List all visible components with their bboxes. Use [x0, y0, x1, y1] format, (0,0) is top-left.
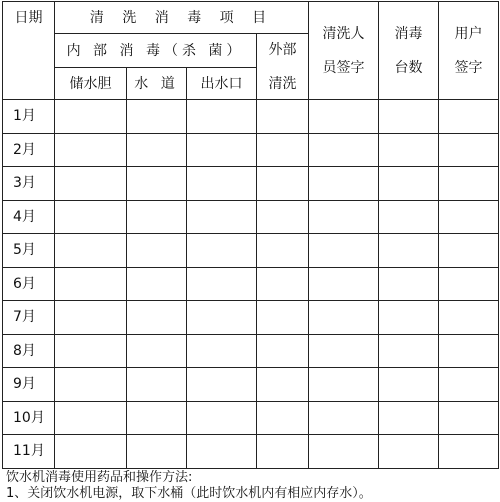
- water-tank-cell[interactable]: [55, 368, 127, 402]
- table-row: [3, 234, 499, 268]
- month-label: 8月: [3, 334, 55, 368]
- cleaner-signature-cell[interactable]: [309, 401, 379, 435]
- water-outlet-header: 出水口: [187, 68, 257, 100]
- external-cleaning-cell[interactable]: [257, 267, 309, 301]
- table-row: [3, 334, 499, 368]
- user-signature-cell[interactable]: [439, 167, 499, 201]
- water-outlet-cell[interactable]: [187, 435, 257, 469]
- cleaner-signature-cell[interactable]: [309, 100, 379, 134]
- table-row: [3, 267, 499, 301]
- disinfected-units-cell[interactable]: [379, 368, 439, 402]
- disinfected-units-cell[interactable]: [379, 167, 439, 201]
- user-signature-cell[interactable]: [439, 435, 499, 469]
- water-channel-cell[interactable]: [127, 435, 187, 469]
- table-row: [3, 100, 499, 134]
- cleaner-signature-cell[interactable]: [309, 167, 379, 201]
- external-cleaning-header: [257, 34, 309, 100]
- water-tank-cell[interactable]: [55, 167, 127, 201]
- water-tank-cell[interactable]: [55, 401, 127, 435]
- water-channel-cell[interactable]: [127, 167, 187, 201]
- water-tank-cell[interactable]: [55, 234, 127, 268]
- month-label: 7月: [3, 301, 55, 335]
- water-tank-cell[interactable]: [55, 301, 127, 335]
- water-outlet-cell[interactable]: [187, 368, 257, 402]
- table-row: [3, 133, 499, 167]
- water-tank-cell[interactable]: [55, 100, 127, 134]
- water-outlet-cell[interactable]: [187, 100, 257, 134]
- external-cleaning-cell[interactable]: [257, 334, 309, 368]
- external-cleaning-cell[interactable]: [257, 100, 309, 134]
- disinfected-units-cell[interactable]: [379, 301, 439, 335]
- water-channel-cell[interactable]: [127, 334, 187, 368]
- user-signature-cell[interactable]: [439, 133, 499, 167]
- table-row: [3, 368, 499, 402]
- disinfected-units-cell[interactable]: [379, 267, 439, 301]
- water-outlet-cell[interactable]: [187, 301, 257, 335]
- cleaner-signature-cell[interactable]: [309, 267, 379, 301]
- user-signature-cell[interactable]: [439, 234, 499, 268]
- cleaner-signature-cell[interactable]: [309, 435, 379, 469]
- water-channel-cell[interactable]: [127, 401, 187, 435]
- disinfected-units-header: [379, 2, 439, 100]
- external-cleaning-line2: 清洗: [268, 75, 297, 92]
- user-signature-cell[interactable]: [439, 368, 499, 402]
- water-channel-cell[interactable]: [127, 301, 187, 335]
- water-channel-cell[interactable]: [127, 200, 187, 234]
- cleaner-signature-header: [309, 2, 379, 100]
- water-outlet-cell[interactable]: [187, 401, 257, 435]
- water-tank-cell[interactable]: [55, 200, 127, 234]
- disinfected-units-line2: 台数: [394, 59, 423, 76]
- water-tank-cell[interactable]: [55, 435, 127, 469]
- cleaner-signature-cell[interactable]: [309, 301, 379, 335]
- external-cleaning-cell[interactable]: [257, 368, 309, 402]
- water-outlet-cell[interactable]: [187, 267, 257, 301]
- cleaner-signature-line2: 员签字: [322, 59, 365, 76]
- disinfected-units-cell[interactable]: [379, 334, 439, 368]
- external-cleaning-cell[interactable]: [257, 435, 309, 469]
- cleaning-items-header: 清 洗 消 毒 项 目: [55, 2, 309, 34]
- cleaner-signature-cell[interactable]: [309, 200, 379, 234]
- month-label: 10月: [3, 401, 55, 435]
- month-label: 1月: [3, 100, 55, 134]
- external-cleaning-cell[interactable]: [257, 200, 309, 234]
- disinfected-units-cell[interactable]: [379, 234, 439, 268]
- user-signature-header: [439, 2, 499, 100]
- user-signature-cell[interactable]: [439, 301, 499, 335]
- water-channel-cell[interactable]: [127, 234, 187, 268]
- disinfected-units-cell[interactable]: [379, 100, 439, 134]
- table-row: [3, 167, 499, 201]
- date-header: 日期: [3, 2, 55, 100]
- user-signature-line1: 用户: [454, 25, 483, 42]
- user-signature-cell[interactable]: [439, 200, 499, 234]
- external-cleaning-cell[interactable]: [257, 167, 309, 201]
- water-channel-cell[interactable]: [127, 133, 187, 167]
- disinfection-instructions: [6, 470, 496, 502]
- month-label: 2月: [3, 133, 55, 167]
- cleaner-signature-cell[interactable]: [309, 368, 379, 402]
- water-tank-cell[interactable]: [55, 267, 127, 301]
- month-label: 11月: [3, 435, 55, 469]
- water-tank-cell[interactable]: [55, 334, 127, 368]
- water-channel-cell[interactable]: [127, 368, 187, 402]
- external-cleaning-cell[interactable]: [257, 133, 309, 167]
- table-row: [3, 200, 499, 234]
- user-signature-line2: 签字: [454, 59, 483, 76]
- water-outlet-cell[interactable]: [187, 167, 257, 201]
- external-cleaning-line1: 外部: [268, 41, 297, 58]
- cleaner-signature-cell[interactable]: [309, 334, 379, 368]
- user-signature-cell[interactable]: [439, 401, 499, 435]
- external-cleaning-cell[interactable]: [257, 301, 309, 335]
- water-outlet-cell[interactable]: [187, 234, 257, 268]
- table-row: [3, 301, 499, 335]
- external-cleaning-cell[interactable]: [257, 401, 309, 435]
- water-outlet-cell[interactable]: [187, 334, 257, 368]
- disinfected-units-cell[interactable]: [379, 200, 439, 234]
- disinfected-units-cell[interactable]: [379, 133, 439, 167]
- table-row: [3, 435, 499, 469]
- month-label: 3月: [3, 167, 55, 201]
- table-row: [3, 401, 499, 435]
- cleaner-signature-cell[interactable]: [309, 234, 379, 268]
- water-tank-cell[interactable]: [55, 133, 127, 167]
- cleaner-signature-line1: 清洗人: [322, 25, 365, 42]
- external-cleaning-cell[interactable]: [257, 234, 309, 268]
- disinfection-log-table: [2, 1, 499, 469]
- water-channel-header: 水 道: [127, 68, 187, 100]
- water-outlet-cell[interactable]: [187, 200, 257, 234]
- instructions-title: 饮水机消毒使用药品和操作方法:: [6, 470, 193, 485]
- user-signature-cell[interactable]: [439, 334, 499, 368]
- cleaner-signature-cell[interactable]: [309, 133, 379, 167]
- user-signature-cell[interactable]: [439, 267, 499, 301]
- month-label: 6月: [3, 267, 55, 301]
- water-outlet-cell[interactable]: [187, 133, 257, 167]
- disinfected-units-line1: 消毒: [394, 25, 423, 42]
- user-signature-cell[interactable]: [439, 100, 499, 134]
- disinfected-units-cell[interactable]: [379, 401, 439, 435]
- instructions-step-1: 1、关闭饮水机电源，取下水桶（此时饮水机内有相应内存水）。: [6, 486, 372, 501]
- month-label: 5月: [3, 234, 55, 268]
- month-label: 9月: [3, 368, 55, 402]
- water-channel-cell[interactable]: [127, 100, 187, 134]
- internal-disinfection-header: 内 部 消 毒（杀 菌）: [55, 34, 257, 68]
- month-label: 4月: [3, 200, 55, 234]
- water-channel-cell[interactable]: [127, 267, 187, 301]
- water-tank-header: 储水胆: [55, 68, 127, 100]
- disinfected-units-cell[interactable]: [379, 435, 439, 469]
